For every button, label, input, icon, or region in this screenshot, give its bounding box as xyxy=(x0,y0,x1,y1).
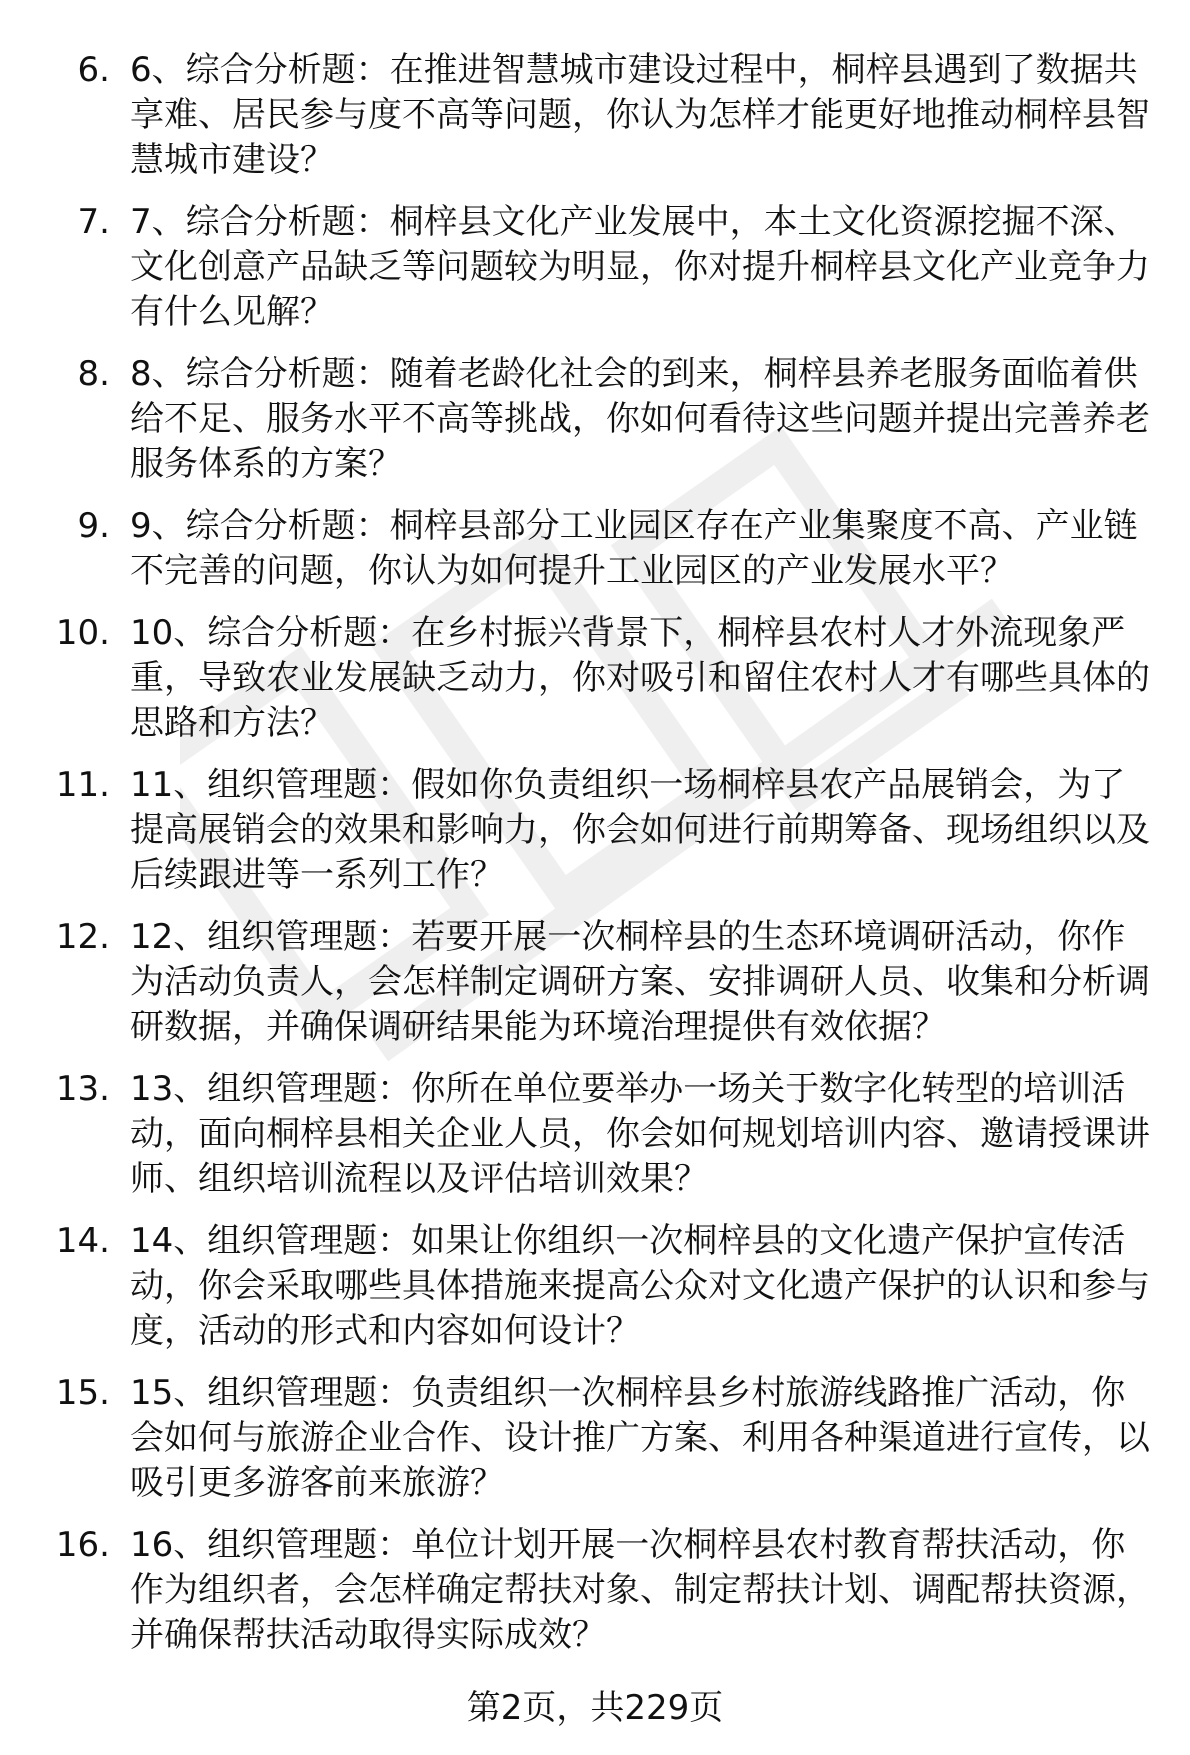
item-number: 14. xyxy=(55,1221,110,1261)
list-item xyxy=(0,1523,1190,1658)
item-text: 7、综合分析题：桐梓县文化产业发展中，本土文化资源挖掘不深、文化创意产品缺乏等问题较为明显，你对提升桐梓县文化产业竞争力有什么见解？ xyxy=(130,202,1150,332)
item-number: 11. xyxy=(55,765,110,805)
item-text: 11、组织管理题：假如你负责组织一场桐梓县农产品展销会，为了提高展销会的效果和影响力，你会如何进行前期筹备、现场组织以及后续跟进等一系列工作？ xyxy=(130,765,1150,895)
item-number: 16. xyxy=(55,1525,110,1565)
list-item xyxy=(0,1371,1190,1506)
item-text: 13、组织管理题：你所在单位要举办一场关于数字化转型的培训活动，面向桐梓县相关企业人员，你会如何规划培训内容、邀请授课讲师、组织培训流程以及评估培训效果？ xyxy=(130,1069,1150,1199)
list-item xyxy=(0,915,1190,1050)
item-text: 6、综合分析题：在推进智慧城市建设过程中，桐梓县遇到了数据共享难、居民参与度不高等问题，你认为怎样才能更好地推动桐梓县智慧城市建设？ xyxy=(130,50,1150,180)
item-number: 8. xyxy=(77,354,110,394)
item-number: 9. xyxy=(77,506,110,546)
item-text: 9、综合分析题：桐梓县部分工业园区存在产业集聚度不高、产业链不完善的问题，你认为如何提升工业园区的产业发展水平？ xyxy=(130,506,1138,591)
list-item xyxy=(0,1067,1190,1202)
question-list xyxy=(0,48,1190,1675)
page-number: 第2页，共229页 xyxy=(466,1688,724,1728)
list-item xyxy=(0,352,1190,487)
item-text: 10、综合分析题：在乡村振兴背景下，桐梓县农村人才外流现象严重，导致农业发展缺乏动力，你对吸引和留住农村人才有哪些具体的思路和方法？ xyxy=(130,613,1150,743)
list-item xyxy=(0,48,1190,183)
item-number: 13. xyxy=(55,1069,110,1109)
list-item xyxy=(0,763,1190,898)
list-item xyxy=(0,1219,1190,1354)
item-text: 15、组织管理题：负责组织一次桐梓县乡村旅游线路推广活动，你会如何与旅游企业合作、设计推广方案、利用各种渠道进行宣传，以吸引更多游客前来旅游？ xyxy=(130,1373,1150,1503)
item-text: 16、组织管理题：单位计划开展一次桐梓县农村教育帮扶活动，你作为组织者，会怎样确定帮扶对象、制定帮扶计划、调配帮扶资源，并确保帮扶活动取得实际成效？ xyxy=(130,1525,1150,1655)
item-number: 6. xyxy=(77,50,110,90)
list-item xyxy=(0,200,1190,335)
item-text: 14、组织管理题：如果让你组织一次桐梓县的文化遗产保护宣传活动，你会采取哪些具体措施来提高公众对文化遗产保护的认识和参与度，活动的形式和内容如何设计？ xyxy=(130,1221,1150,1351)
item-text: 8、综合分析题：随着老龄化社会的到来，桐梓县养老服务面临着供给不足、服务水平不高等挑战，你如何看待这些问题并提出完善养老服务体系的方案？ xyxy=(130,354,1150,484)
item-text: 12、组织管理题：若要开展一次桐梓县的生态环境调研活动，你作为活动负责人，会怎样制定调研方案、安排调研人员、收集和分析调研数据，并确保调研结果能为环境治理提供有效依据？ xyxy=(130,917,1150,1047)
item-number: 10. xyxy=(55,613,110,653)
item-number: 7. xyxy=(77,202,110,242)
list-item xyxy=(0,504,1190,594)
item-number: 12. xyxy=(55,917,110,957)
list-item xyxy=(0,611,1190,746)
item-number: 15. xyxy=(55,1373,110,1413)
